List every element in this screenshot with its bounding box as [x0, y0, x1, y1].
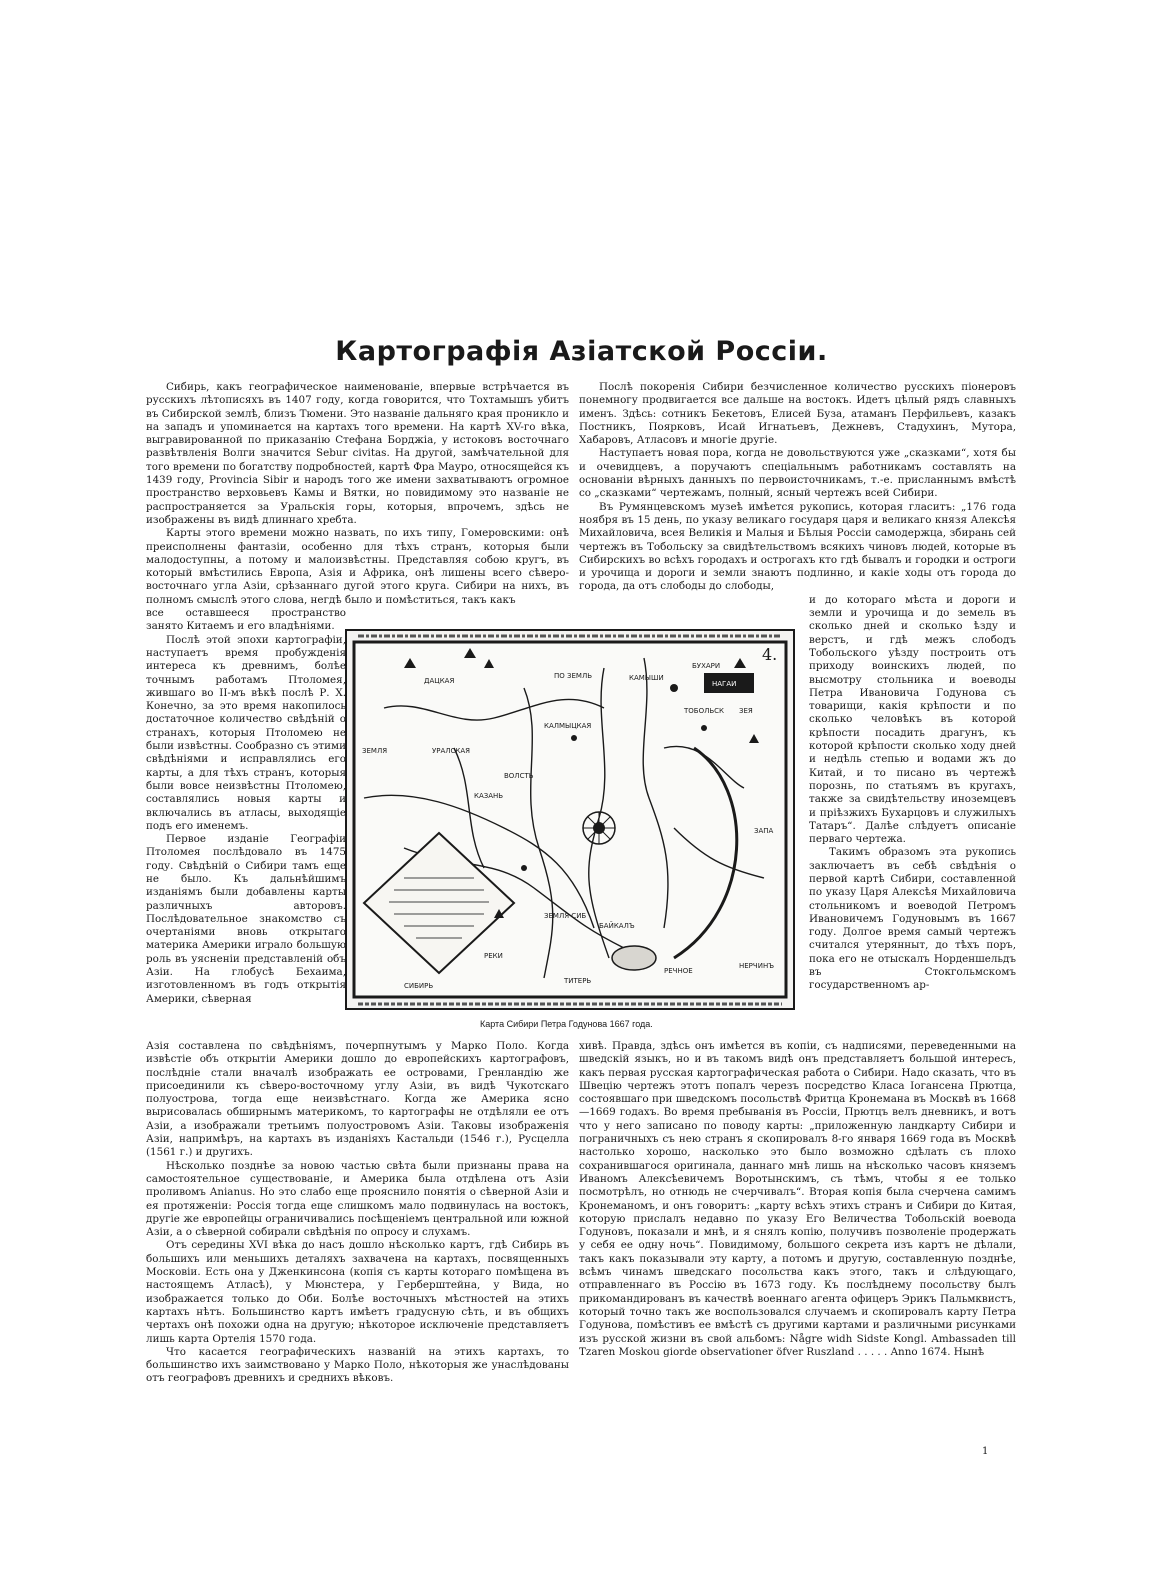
map-label: НАГАИ	[712, 680, 737, 688]
map-label: СИБИРЬ	[404, 982, 434, 990]
page-title: Картографія Азіатской Россіи.	[335, 336, 828, 367]
map-label: ТИТЕРЬ	[564, 977, 592, 985]
paragraph: Наступаетъ новая пора, когда не довольствуются уже „сказками“, хотя бы и очевидцевъ, а поручаютъ спеціальнымъ работникамъ составлять на основаніи вѣрныхъ данныхъ по первоисточникамъ, т.-е. присланнымъ вмѣстѣ со „сказками“ чертежамъ, полный, ясный чертежъ всей Сибири.	[579, 447, 1016, 500]
map-label: ТОБОЛЬСК	[684, 707, 725, 715]
map-label: ПО ЗЕМЛЬ	[554, 672, 593, 680]
right-column-bottom	[579, 1040, 1016, 1359]
paragraph: Карты этого времени можно назвать, по ихъ типу, Гомеровскими: онѣ преисполнены фантазіи, особенно для тѣхъ странъ, которыя были малодоступны, а потому и малоизвѣстны. Представляя собою кругъ, въ который вмѣстились Европа, Азія и Африка, онѣ лишены всего сѣверо-восточнаго угла Азіи, срѣзаннаго дугой этого круга. Сибири на нихъ, въ полномъ смыслѣ этого слова, негдѣ было и помѣститься, такъ какъ	[146, 527, 569, 606]
map-label: ЗЕМЛЯ	[362, 747, 388, 755]
map-label: ЗЕМЛЯ СИБ	[544, 912, 587, 920]
map-label: КАЛМЫЦКАЯ	[544, 722, 592, 730]
left-wrap-text	[146, 607, 346, 1006]
paragraph: и до котораго мѣста и дороги и земли и урочища и до земель въ сколько дней и сколько ѣзду и верстъ, и гдѣ межъ слободъ Тобольского уѣзду построить отъ приходу воинскихъ людей, по высмотру стольника и воеводы Петра Ивановича Годунова съ товарищи, какія крѣпости и по сколько человѣкъ въ которой крѣпости посадить драгунъ, къ которой крѣпости сколько ходу дней и недѣль степью и водами жъ до Китай, и то писано въ чертежѣ порознь, по статьямъ въ кругахъ, также за свидѣтельству иноземцевъ и пріѣзжихъ Бухарцовъ и служилыхъ Татаръ“. Далѣе слѣдуетъ описаніе перваго чертежа.	[809, 593, 1016, 846]
paragraph: Что касается географическихъ названій на этихъ картахъ, то большинство ихъ заимствовано у Марко Поло, нѣкоторыя же унаслѣдованы отъ географовъ древнихъ и среднихъ вѣковъ.	[146, 1345, 569, 1385]
page-number: 1	[982, 1446, 989, 1457]
map-label: БАЙКАЛЪ	[599, 922, 635, 930]
paragraph: хивѣ. Правда, здѣсь онъ имѣется въ копіи, съ надписями, переведенными на шведскій языкъ, но и въ такомъ видѣ онъ представляетъ большой интересъ, какъ первая русская картографическая работа о Сибири. Надо сказать, что въ Швецію чертежъ этотъ попалъ черезъ посредство Класа Іогансена Прютца, состоявшаго при шведскомъ посольствѣ Фритца Кронемана въ Москвѣ въ 1668—1669 годахъ. Во время пребыванія въ Россіи, Прютцъ велъ дневникъ, и вотъ что у него записано по поводу карты: „приложенную ландкарту Сибири и пограничныхъ съ нею странъ я скопировалъ 8-го января 1669 года въ Москвѣ настолько хорошо, насколько это было возможно сдѣлать съ плохо сохранившагося оригинала, даннаго мнѣ лишь на нѣсколько часовъ княземъ Иваномъ Алексѣевичемъ Воротынскимъ, съ тѣмъ, чтобы я ее только посмотрѣлъ, но отнюдь не счерчивалъ“. Вторая копія была счерчена самимъ Кронеманомъ, и онъ говоритъ: „карту всѣхъ этихъ странъ и Сибири до Китая, которую прислалъ недавно по указу Его Величества Тобольскій воевода Годуновъ, показали и мнѣ, и я снялъ копію, получивъ позволеніе продержать у себя ее одну ночь“. Повидимому, большого секрета изъ картъ не дѣлали, такъ какъ показывали эту карту, а потомъ и другую, составленную позднѣе, всѣмъ чинамъ шведскаго посольства какъ этого, такъ и слѣдующаго, отправленнаго въ Россію въ 1673 году. Къ послѣднему посольству былъ прикомандированъ въ качествѣ военнаго агента офицеръ Эрикъ Пальмквистъ, который точно такъ же воспользовался случаемъ и скопировалъ карту Петра Годунова, помѣстивъ ее вмѣстѣ съ другими картами и различными рисунками изъ русской жизни въ свой альбомъ: Någre widh Sidste Kongl. Ambassaden till Tzaren Moskou giorde observationer öfver Ruszland . . . . . Anno 1674. Нынѣ	[579, 1040, 1016, 1358]
paragraph: Нѣсколько позднѣе за новою частью свѣта были признаны права на самостоятельное существованіе, и Америка была отдѣлена отъ Азіи проливомъ Anianus. Но это слабо еще прояснило понятія о сѣверной Азіи и ея протяженіи: Россія тогда еще слишкомъ мало подвинулась на востокъ, другіе же европейцы ограничивались посѣщеніемъ центральной или южной Азіи, а о сѣверной собирали свѣдѣнія по опросу и слухамъ.	[146, 1159, 569, 1239]
map-label: ЗЕЯ	[739, 707, 753, 715]
map-label: РЕЧНОЕ	[664, 967, 693, 975]
map-corner-number: 4.	[762, 645, 778, 664]
map-lake	[612, 946, 656, 970]
map-label: УРАЛСКАЯ	[432, 747, 471, 755]
map-label: ЗАПА	[754, 827, 774, 835]
paragraph: Послѣ этой эпохи картографіи, наступаетъ время пробужденія интереса къ древнимъ, болѣе точнымъ работамъ Птоломея, жившаго во II-мъ вѣкѣ послѣ Р. Х. Конечно, за это время накопилось достаточное количество свѣдѣній о странахъ, которыя Птоломею не были извѣстны. Сообразно съ этими свѣдѣніями и исправлялись его карты, а для тѣхъ странъ, которыя были вовсе неизвѣстны Птоломею, составлялись новыя карты и включались въ атласы, выходящіе подъ его именемъ.	[146, 633, 346, 832]
map-label: НЕРЧИНЪ	[739, 962, 775, 970]
left-column-bottom	[146, 1040, 569, 1386]
map-label: КАЗАНЬ	[474, 792, 504, 800]
map-caption: Карта Сибири Петра Годунова 1667 года.	[480, 1019, 653, 1029]
paragraph: Послѣ покоренія Сибири безчисленное количество русскихъ піонеровъ понемногу продвигается все дальше на востокъ. Идетъ цѣлый рядъ славныхъ именъ. Здѣсь: сотникъ Бекетовъ, Елисей Буза, атаманъ Перфильевъ, казакъ Постникъ, Поярковъ, Исай Игнатьевъ, Дежневъ, Стадухинъ, Мутора, Хабаровъ, Атласовъ и многіе другіе.	[579, 381, 1016, 447]
map-label: БУХАРИ	[692, 662, 721, 670]
map-label: РЕКИ	[484, 952, 503, 960]
map-compass	[583, 812, 615, 844]
paragraph: Отъ середины XVI вѣка до насъ дошло нѣсколько картъ, гдѣ Сибирь въ большихъ или меньшихъ деталяхъ захвачена на картахъ, посвященныхъ Московіи. Есть она у Дженкинсона (копія съ карты котораго помѣщена въ настоящемъ Атласѣ), у Мюнстера, у Герберштейна, у Вида, но изображается только до Оби. Болѣе восточныхъ мѣстностей на этихъ картахъ нѣтъ. Большинство картъ имѣетъ градусную сѣть, и въ общихъ чертахъ онѣ похожи одна на другую; нѣкоторое исключеніе представляетъ лишь карта Ортелія 1570 года.	[146, 1239, 569, 1345]
paragraph: все оставшееся пространство занято Китаемъ и его владѣніями.	[146, 607, 346, 633]
map-label: КАМЫШИ	[629, 674, 664, 682]
paragraph: Азія составлена по свѣдѣніямъ, почерпнутымъ у Марко Поло. Когда извѣстіе объ открытіи Америки дошло до европейскихъ картографовъ, послѣдніе стали вначалѣ изображать ее островами, Гренландію же присоединили къ сѣверо-восточному углу Азіи, въ видѣ Чукотскаго полуострова, тогда еще неизвѣстнаго. Когда же Америка ясно вырисовалась обширнымъ материкомъ, то картографы не отдѣляли ее отъ Азіи, а изображали третьимъ полуостровомъ Азіи. Таковы изображенія Азіи, напримѣръ, на картахъ въ изданіяхъ Кастальди (1546 г.), Русцелла (1561 г.) и другихъ.	[146, 1040, 569, 1159]
map-label: ВОЛСТЬ	[504, 772, 534, 780]
right-wrap-text	[809, 594, 1016, 993]
map-figure	[344, 628, 796, 1011]
paragraph: Сибирь, какъ географическое наименованіе, впервые встрѣчается въ русскихъ лѣтописяхъ въ 1407 году, когда говорится, что Тохтамышъ убитъ въ Сибирской землѣ, близъ Тюмени. Это названіе дальняго края проникло и на западъ и упоминается на картахъ того времени. На картѣ XV-го вѣка, выгравированной по приказанію Стефана Борджіа, у истоковъ восточнаго развѣтвленія Волги значится Sebur civitas. На другой, замѣчательной для того времени по богатству подробностей, картѣ Фра Мауро, относящейся къ 1439 году, Provincia Sibir и народъ того же имени захватываютъ огромное пространство верховьевъ Камы и Вятки, но повидимому это названіе не распространяется за Уральскія горы, которыя, впрочемъ, здѣсь не изображены въ видѣ длиннаго хребта.	[146, 381, 569, 526]
paragraph: Первое изданіе Географіи Птоломея послѣдовало въ 1475 году. Свѣдѣній о Сибири тамъ еще не было. Къ дальнѣйшимъ изданіямъ были добавлены карты различныхъ авторовъ. Послѣдовательное знакомство съ очертаніями вновь открытаго материка Америки играло большую роль въ уясненіи представленій объ Азіи. На глобусѣ Бехаима, изготовленномъ въ годъ открытія Америки, сѣверная	[146, 833, 346, 1005]
map-label: ДАЦКАЯ	[424, 677, 455, 685]
paragraph: Въ Румянцевскомъ музеѣ имѣется рукопись, которая гласитъ: „176 года ноября въ 15 день, по указу великаго государя царя и великаго князя Алексѣя Михайловича, всея Великія и Малыя и Бѣлыя Россіи самодержца, збирань сей чертежъ въ Тобольску за свидѣтельствомъ всякихъ чиновъ людей, которые въ Сибирскихъ во всѣхъ городахъ и острогахъ кто гдѣ бывалъ и городки и остроги и урочища и дороги и земли знаютъ подлинно, и какіе ходы отъ города до города, да отъ слободы до слободы,	[579, 500, 1016, 593]
paragraph: Такимъ образомъ эта рукопись заключаетъ въ себѣ свѣдѣнія о первой картѣ Сибири, составленной по указу Царя Алексѣя Михайловича стольникомъ и воеводой Петромъ Ивановичемъ Годуновымъ въ 1667 году. Долгое время самый чертежъ считался утерянныт, до тѣхъ поръ, пока его не отыскалъ Норденшельдъ въ Стокгольмскомъ государственномъ ар-	[809, 846, 1016, 992]
